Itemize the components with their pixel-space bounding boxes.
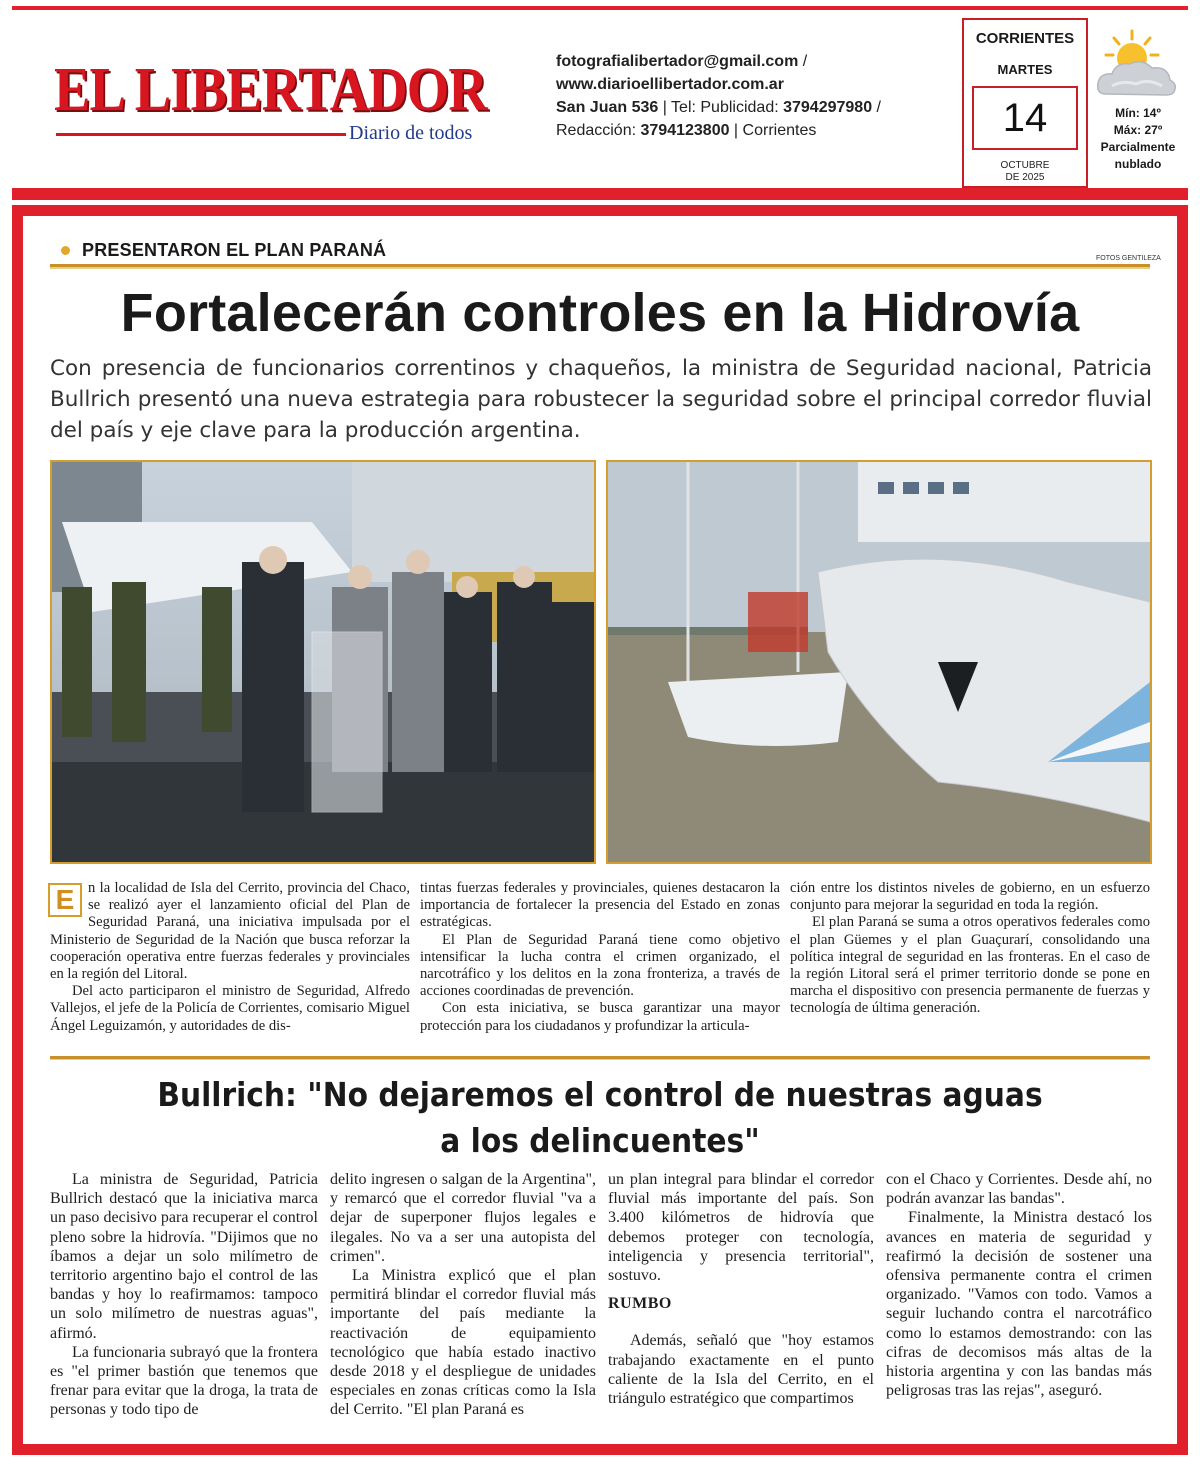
sidebar-column-3 — [608, 1170, 874, 1408]
weather-min: Mín: 14º — [1115, 106, 1161, 120]
article-column-2 — [420, 880, 780, 1035]
contact-tel-label: | Tel: Publicidad: — [658, 99, 784, 116]
contact-city: | Corrientes — [729, 122, 817, 139]
article-kicker: PRESENTARON EL PLAN PARANÁ — [82, 240, 387, 260]
photo-ceremony[interactable] — [50, 460, 596, 864]
article-paragraph: El plan Paraná se suma a otros operativos federales como el plan Güemes y el plan Guaçurarí, consolidando una política integral de seguridad en las fronteras. En el caso de la región Litoral será el primer territorio donde se pone en marcha el dispositivo con presencia permanente de fuerzas y tecnología de última generación. — [790, 914, 1150, 1017]
contact-email[interactable]: fotografialibertador@gmail.com — [556, 53, 799, 70]
kicker-bullet-icon — [61, 246, 70, 255]
sidebar-column-2 — [330, 1170, 596, 1420]
date-weekday: MARTES — [997, 62, 1053, 77]
date-day-box — [972, 86, 1078, 150]
masthead — [12, 10, 1188, 188]
kicker-rule — [50, 264, 1150, 269]
newspaper-logo[interactable]: EL LIBERTADOR — [54, 56, 487, 124]
sidebar-paragraph: La ministra de Seguridad, Patricia Bullrich destacó que la iniciativa marca un paso decisivo para recuperar el control pleno sobre la hidrovía. "Dijimos que no íbamos a dejar un solo milímetro de territorio argentino bajo el control de las bandas y hoy lo reafirmamos: tampoco un solo milímetro de nuestras aguas", afirmó. — [50, 1171, 318, 1342]
contact-info — [556, 50, 881, 142]
article-column-1 — [50, 880, 410, 1035]
photo-credit: FOTOS GENTILEZA — [1096, 255, 1161, 262]
weather-condition: nublado — [1114, 157, 1162, 171]
masthead-bottom-rule — [12, 188, 1188, 200]
sidebar-paragraph: La funcionaria subrayó que la frontera es "el primer bastión que tenemos que frenar para evitar que la droga, la trata de personas y todo tipo de — [50, 1343, 318, 1419]
contact-address: San Juan 536 — [556, 99, 659, 116]
section-rule — [50, 1056, 1150, 1060]
date-month-year — [964, 160, 1086, 184]
logo-underline — [56, 133, 346, 136]
logo-tagline: Diario de todos — [349, 122, 473, 144]
contact-sep: / — [798, 53, 808, 70]
article-paragraph: ción entre los distintos niveles de gobierno, en un esfuerzo conjunto para mejorar la seguridad en toda la región. — [790, 880, 1150, 914]
date-year: DE 2025 — [1005, 172, 1045, 183]
photo-ships[interactable] — [606, 460, 1152, 864]
sidebar-paragraph: delito ingresen o salgan de la Argentina", y remarcó que el corredor fluvial "va a dejar de superponer flujos legales e ilegales. No va a ser una autopista del crimen". — [330, 1171, 596, 1265]
article-paragraph: tintas fuerzas federales y provinciales, quienes destacaron la importancia de fortalecer la presencia del Estado en zonas estratégicas. — [420, 880, 780, 931]
sidebar-headline[interactable] — [150, 1072, 1050, 1164]
date-box — [962, 18, 1088, 188]
weather-condition: Parcialmente — [1100, 140, 1176, 154]
date-month: OCTUBRE — [1000, 160, 1050, 171]
contact-tel-advertising: 3794297980 — [783, 99, 873, 116]
sidebar-subheading: RUMBO — [608, 1295, 672, 1313]
contact-newsroom-label: Redacción: — [556, 122, 641, 139]
article-paragraph: E n la localidad de Isla del Cerrito, provincia del Chaco, se realizó ayer el lanzamiento oficial del Plan de Seguridad Paraná, una iniciativa impulsada por el Ministerio de Seguridad de la Nación que busca reforzar la cooperación operativa entre fuerzas federales y provinciales en la región del Litoral. — [50, 880, 410, 983]
partly-cloudy-icon — [1092, 28, 1180, 100]
sidebar-paragraph: Además, señaló que "hoy estamos trabajando exactamente en el punto caliente de la Isla del Cerrito, en el triángulo estratégico que compartimos — [608, 1332, 874, 1408]
contact-website[interactable]: www.diarioellibertador.com.ar — [556, 76, 784, 93]
date-day: 14 — [1002, 96, 1048, 140]
article-headline[interactable]: Fortalecerán controles en la Hidrovía — [120, 283, 1080, 343]
sidebar-paragraph: con el Chaco y Corrientes. Desde ahí, no podrán avanzar las bandas". — [886, 1171, 1152, 1208]
sidebar-headline-line: Bullrich: "No dejaremos el control de nuestras aguas — [157, 1075, 1043, 1114]
article-paragraph: El Plan de Seguridad Paraná tiene como objetivo intensificar la lucha contra el crimen organizado, el narcotráfico y los delitos en la zona fronteriza, a través de acciones coordinadas de prevención. — [420, 931, 780, 1000]
contact-tel-newsroom: 3794123800 — [640, 122, 730, 139]
date-city: CORRIENTES — [975, 30, 1075, 47]
contact-sep: / — [872, 99, 881, 116]
sidebar-column-4 — [886, 1170, 1152, 1400]
sidebar-headline-line: a los delincuentes" — [440, 1121, 760, 1160]
sidebar-paragraph: Finalmente, la Ministra destacó los avances en materia de seguridad y reafirmó la decisión de sostener una ofensiva permanente contra el crimen organizado. "Vamos con todo. Vamos a seguir luchando contra el narcotráfico como lo estamos demostrando: con las cifras de decomisos más altas de la historia argentina y con las bandas más peligrosas tras las rejas", aseguró. — [886, 1209, 1152, 1400]
sidebar-paragraph: un plan integral para blindar el corredor fluvial más importante del país. Son 3.400 kilómetros de hidrovía que debemos proteger con tecnología, inteligencia y presencia territorial", sostuvo. — [608, 1171, 874, 1285]
weather-max: Máx: 27º — [1113, 123, 1163, 137]
weather-info — [1088, 105, 1188, 173]
dropcap: E — [48, 883, 82, 917]
sidebar-paragraph: La Ministra explicó que el plan permitirá blindar el corredor fluvial más importante del país mediante la reactivación de equipamiento tecnológico que había estado inactivo desde 2018 y el despliegue de unidades especiales en zonas críticas como la Isla del Cerrito. "El plan Paraná es — [330, 1267, 596, 1419]
article-paragraph: Con esta iniciativa, se busca garantizar una mayor protección para los ciudadanos y profundizar la articula- — [420, 1000, 780, 1034]
article-paragraph: Del acto participaron el ministro de Seguridad, Alfredo Vallejos, el jefe de la Policía de Corrientes, comisario Miguel Ángel Leguizamón, y autoridades de dis- — [50, 983, 410, 1034]
article-column-3 — [790, 880, 1150, 1018]
sidebar-column-1 — [50, 1170, 318, 1420]
article-lede: Con presencia de funcionarios correntinos y chaqueños, la ministra de Seguridad nacional, Patricia Bullrich presentó una nueva estrategia para robustecer la seguridad sobre el principal corredor fluvial del país y eje clave para la producción argentina. — [50, 356, 1152, 443]
